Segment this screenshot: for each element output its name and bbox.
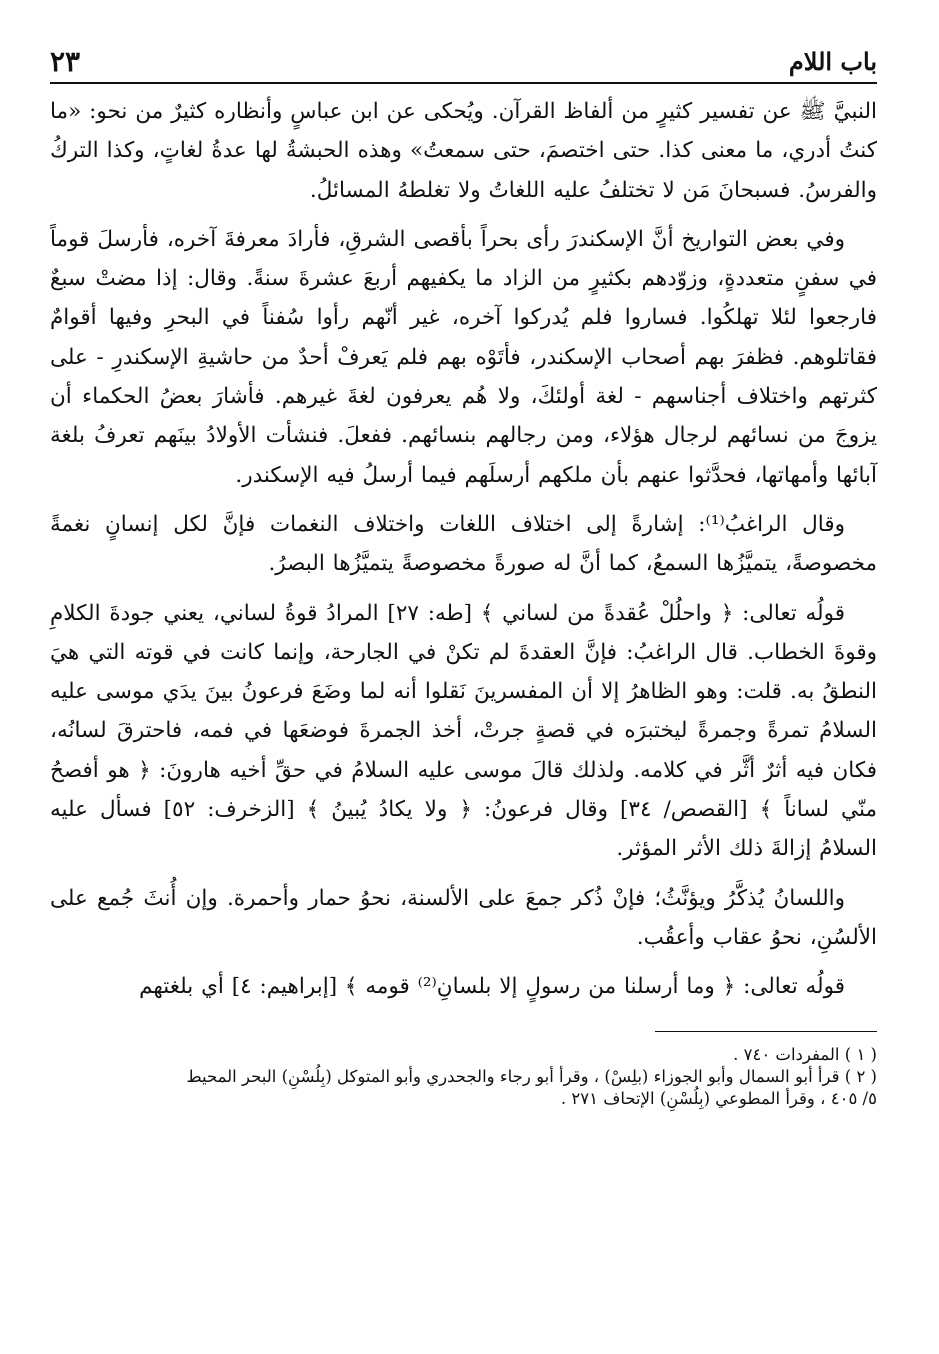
paragraph: واللسانُ يُذكَّرُ ويؤنَّثُ؛ فإنْ ذُكر جمعَ على الألسنة، نحوُ حمار وأحمرة. وإن أُنثَ جُمع على الألسُنِ، نحوُ عقاب وأعقُب. — [50, 885, 877, 950]
paragraph: النبيَّ ﷺ عن تفسير كثيرٍ من ألفاظ القرآن. ويُحكى عن ابن عباسٍ وأنظاره كثيرٌ من نحو: «ما كنتُ أدري، ما معنى كذا. حتى اختصمَ، حتى سمعتُ» وهذه الحبشةُ لها عدةُ لغاتٍ، وكذا التركُ والفرسُ. فسبحانَ مَن لا تختلفُ عليه اللغاتُ ولا تغلطهُ المسائلُ. — [50, 99, 877, 203]
footnote: ( ١ ) المفردات ٧٤٠ . — [733, 1044, 877, 1064]
paragraph: قولُه تعالى: ﴿ وما أرسلنا من رسولٍ إلا بلسانِ⁽²⁾ قومه ﴾ [إبراهيم: ٤] أي بلغتهم — [139, 974, 845, 1000]
paragraph: وفي بعض التواريخ أنَّ الإسكندرَ رأى بحراً بأقصى الشرقِ، فأرادَ معرفةَ آخره، فأرسلَ قوماً في سفنٍ متعددةٍ، وزوّدهم بكثيرٍ من الزاد ما يكفيهم أربعَ عشرةَ سنةً. وقال: إذا مضتْ سبعٌ فارجعوا لئلا تهلكُوا. فساروا فلم يُدركوا آخره، غير أنّهم رأوا سُفناً في البحرِ وفيها أقوامٌ فقاتلوهم. فظفرَ بهم أصحاب الإسكندر، فأتَوْه بهم فلم يَعرفْ أحدٌ من حاشيةِ الإسكندرِ - على كثرتهم واختلاف أجناسهم - لغة أولئكَ، ولا هُم يعرفون لغةَ غيرهم. فأشارَ بعضُ الحكماء أن يزوجَ من نسائهم لرجال هؤلاء، ومن رجالهم بنسائهم. ففعلَ. فنشأت الأولادُ بينَهم تعرفُ بلغة آبائها وأمهاتها، فحدَّثوا عنهم بأن ملكهم أرسلَهم فيما أرسلُ فيه الإسكندر. — [50, 226, 877, 488]
footnotes — [50, 1044, 877, 1110]
paragraph: قولُه تعالى: ﴿ واحلُلْ عُقدةً من لساني ﴾ [طه: ٢٧] المرادُ قوةُ لساني، يعني جودةَ الكلامِ وقوةَ الخطاب. قال الراغبُ: فإنَّ العقدةَ لم تكنْ في الجارحة، وإنما كانت في قوته التي هيَ النطقُ به. قلت: وهو الظاهرُ إلا أن المفسرينَ نَقلوا أنه لما وضَعَ فرعونُ بينَ يدَي موسى عليه السلامُ تمرةً وجمرةً ليختبرَه في قصةٍ جرتْ، أخذ الجمرةَ فوضعَها في فمه، فاحترقَ لسانُه، فكان فيه أثرٌ أثَّر في كلامه. ولذلك قالَ موسى عليه السلامُ في حقِّ أخيه هارونَ: ﴿ هو أفصحُ منّي لساناً ﴾ [القصص/ ٣٤] وقال فرعونُ: ﴿ ولا يكادُ يُبينُ ﴾ [الزخرف: ٥٢] فسأل عليه السلامُ إزالةَ ذلك الأثر المؤثر. — [50, 600, 877, 862]
page-number: ٢٣ — [50, 45, 81, 78]
footnote: ( ٢ ) قرأ أبو السمال وأبو الجوزاء (بلِسْ) ، وقرأ أبو رجاء والجحدري وأبو المتوكل (بِلُسْنِ) البحر المحيط — [186, 1066, 877, 1086]
page-header — [50, 34, 877, 84]
main-text — [50, 92, 877, 1007]
footnote-separator — [655, 1031, 877, 1032]
chapter-title: باب اللام — [788, 47, 877, 76]
footnote-continuation: ٥/ ٤٠٥ ، وقرأ المطوعي (بِلُسْنِ) الإتحاف ٢٧١ . — [560, 1088, 877, 1108]
paragraph: وقال الراغبُ⁽¹⁾: إشارةً إلى اختلاف اللغات واختلاف النغمات فإنَّ لكل إنسانٍ نغمةً مخصوصةً، يتميَّزُها السمعُ، كما أنَّ له صورةً مخصوصةً يتميَّزُها البصرُ. — [50, 511, 877, 577]
